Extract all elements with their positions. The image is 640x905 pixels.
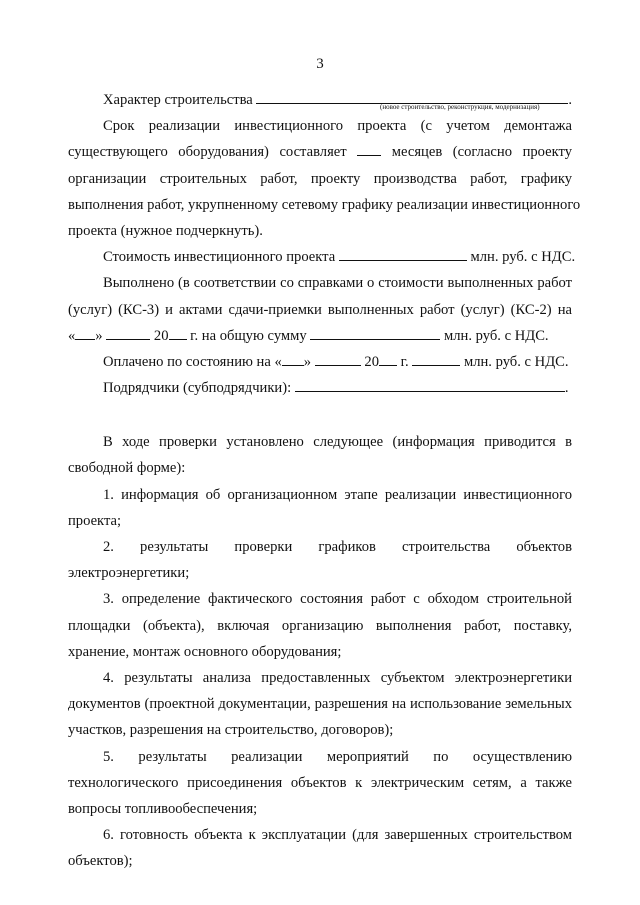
list-item-4-line-1: 4. результаты анализа предоставленных субъектом электроэнергетики bbox=[103, 669, 572, 686]
list-item-1-line-1: 1. информация об организационном этапе реализации инвестиционного bbox=[103, 486, 572, 503]
list-item-3-line-1: 3. определение фактического состояния работ с обходом строительной bbox=[103, 591, 572, 608]
paid-line: Оплачено по состоянию на « » 20 г. млн. руб. с НДС. bbox=[103, 353, 569, 370]
findings-line-2: свободной форме): bbox=[68, 460, 186, 477]
list-item-1-line-2: проекта; bbox=[68, 512, 122, 529]
done-line-3: « » 20 г. на общую сумму млн. руб. с НДС. bbox=[68, 327, 549, 344]
paid-month-blank[interactable] bbox=[315, 353, 361, 366]
term-line-2: существующего оборудования) составляет месяцев (согласно проекту bbox=[68, 144, 573, 161]
list-item-3-line-3: хранение, монтаж основного оборудования; bbox=[68, 643, 342, 660]
done-day-blank[interactable] bbox=[75, 327, 95, 340]
contractors-line: Подрядчики (субподрядчики): . bbox=[103, 380, 569, 397]
list-item-6-line-1: 6. готовность объекта к эксплуатации (для завершенных строительством bbox=[103, 827, 572, 844]
paid-sum-blank[interactable] bbox=[412, 353, 460, 366]
done-sum-blank[interactable] bbox=[310, 327, 440, 340]
list-item-2-line-1: 2. результаты проверки графиков строительства объектов bbox=[103, 539, 572, 555]
construction-type-note: (новое строительство, реконструкция, модернизация) bbox=[380, 103, 540, 111]
done-line-1: Выполнено (в соответствии со справками о стоимости выполненных работ bbox=[103, 275, 572, 292]
list-item-5-line-1: 5. результаты реализации мероприятий по осуществлению bbox=[103, 748, 572, 765]
list-item-2-line-2: электроэнергетики; bbox=[68, 565, 190, 582]
list-item-5-line-3: вопросы топливообеспечения; bbox=[68, 800, 258, 817]
cost-blank[interactable] bbox=[339, 248, 467, 261]
paid-year-blank[interactable] bbox=[379, 353, 397, 366]
done-month-blank[interactable] bbox=[106, 327, 150, 340]
page-number: 3 bbox=[316, 56, 324, 72]
findings-line-1: В ходе проверки установлено следующее (информация приводится в bbox=[103, 434, 572, 451]
done-line-2: (услуг) (КС-3) и актами сдачи-приемки выполненных работ (услуг) (КС-2) на bbox=[68, 301, 572, 318]
contractors-blank[interactable] bbox=[295, 379, 565, 392]
list-item-6-line-2: объектов); bbox=[68, 853, 133, 870]
term-line-4: выполнения работ, укрупненному сетевому графику реализации инвестиционного bbox=[68, 196, 581, 213]
term-line-3: организации строительных работ, проекту производства работ, графику bbox=[68, 170, 572, 187]
months-blank[interactable] bbox=[357, 143, 381, 156]
page-content bbox=[68, 87, 581, 874]
construction-type-label: Характер строительства bbox=[103, 92, 253, 108]
list-item-3-line-2: площадки (объекта), включая организацию выполнения работ, поставку, bbox=[68, 617, 572, 634]
construction-type-line: Характер строительства . (новое строительство, реконструкция, модернизация) bbox=[103, 92, 573, 111]
list-item-5-line-2: технологического присоединения объектов к электрическим сетям, а также bbox=[68, 774, 572, 791]
term-line-5: проекта (нужное подчеркнуть). bbox=[68, 222, 263, 239]
list-item-4-line-2: документов (проектной документации, разрешения на использование земельных bbox=[68, 696, 572, 713]
term-line-1: Срок реализации инвестиционного проекта (с учетом демонтажа bbox=[103, 118, 572, 135]
paid-day-blank[interactable] bbox=[282, 353, 304, 366]
cost-line: Стоимость инвестиционного проекта млн. руб. с НДС. bbox=[103, 249, 576, 266]
list-item-4-line-3: участков, разрешения на строительство, договоров); bbox=[68, 722, 394, 739]
done-year-blank[interactable] bbox=[169, 327, 187, 340]
